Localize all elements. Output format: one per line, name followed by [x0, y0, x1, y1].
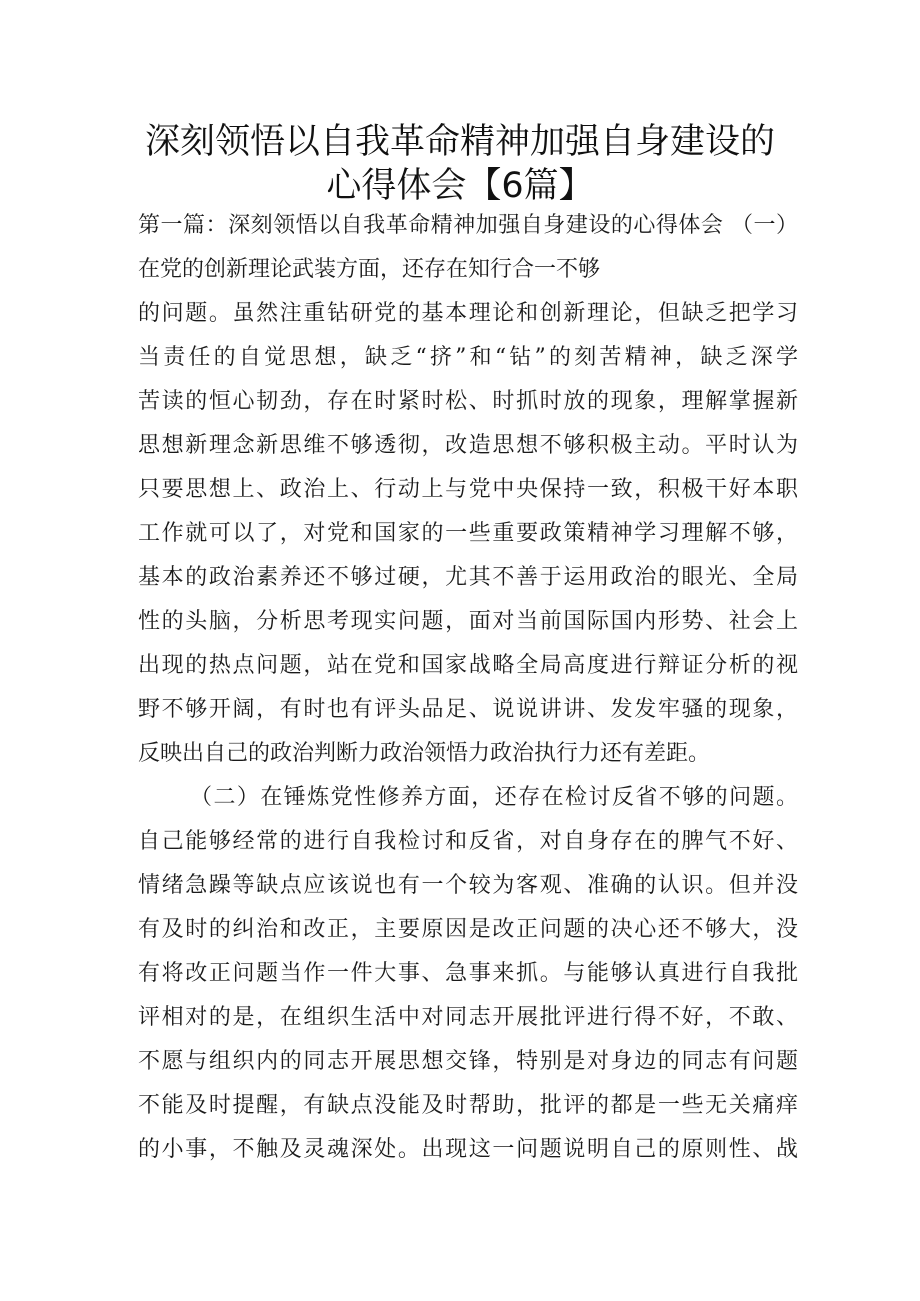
body-line-11: 出现的热点问题，站在党和国家战略全局高度进行辩证分析的视 — [138, 653, 798, 678]
body-line-14: （二）在锤炼党性修养方面，还存在检讨反省不够的问题。 — [190, 785, 798, 810]
document-title-line-2: 心得体会【6篇】 — [326, 166, 594, 206]
body-line-16: 情绪急躁等缺点应该说也有一个较为客观、准确的认识。但并没 — [138, 873, 798, 898]
body-line-22: 的小事，不触及灵魂深处。出现这一问题说明自己的原则性、战 — [138, 1137, 798, 1162]
body-line-13: 反映出自己的政治判断力政治领悟力政治执行力还有差距。 — [138, 741, 711, 766]
body-line-18: 有将改正问题当作一件大事、急事来抓。与能够认真进行自我批 — [138, 961, 798, 986]
body-line-1: 第一篇：深刻领悟以自我革命精神加强自身建设的心得体会 （一） — [138, 213, 798, 238]
body-line-21: 不能及时提醒，有缺点没能及时帮助，批评的都是一些无关痛痒 — [138, 1093, 798, 1118]
body-line-7: 只要思想上、政治上、行动上与党中央保持一致，积极干好本职 — [138, 477, 798, 502]
body-line-17: 有及时的纠治和改正，主要原因是改正问题的决心还不够大，没 — [138, 917, 798, 942]
body-line-8: 工作就可以了，对党和国家的一些重要政策精神学习理解不够， — [138, 521, 798, 546]
body-line-9: 基本的政治素养还不够过硬，尤其不善于运用政治的眼光、全局 — [138, 565, 798, 590]
body-line-20: 不愿与组织内的同志开展思想交锋，特别是对身边的同志有问题 — [138, 1049, 798, 1074]
body-line-19: 评相对的是，在组织生活中对同志开展批评进行得不好，不敢、 — [138, 1005, 798, 1030]
body-line-12: 野不够开阔，有时也有评头品足、说说讲讲、发发牢骚的现象， — [138, 697, 798, 722]
body-line-6: 思想新理念新思维不够透彻，改造思想不够积极主动。平时认为 — [138, 433, 798, 458]
body-line-4: 当责任的自觉思想，缺乏“挤”和“钻”的刻苦精神，缺乏深学 — [138, 345, 798, 370]
body-line-2: 在党的创新理论武装方面，还存在知行合一不够 — [138, 257, 601, 282]
body-line-3: 的问题。虽然注重钻研党的基本理论和创新理论，但缺乏把学习 — [138, 301, 798, 326]
body-line-10: 性的头脑，分析思考现实问题，面对当前国际国内形势、社会上 — [138, 609, 798, 634]
document-title-line-1: 深刻领悟以自我革命精神加强自身建设的 — [144, 122, 775, 162]
body-line-15: 自己能够经常的进行自我检讨和反省，对自身存在的脾气不好、 — [138, 829, 798, 854]
body-line-5: 苦读的恒心韧劲，存在时紧时松、时抓时放的现象，理解掌握新 — [138, 389, 798, 414]
